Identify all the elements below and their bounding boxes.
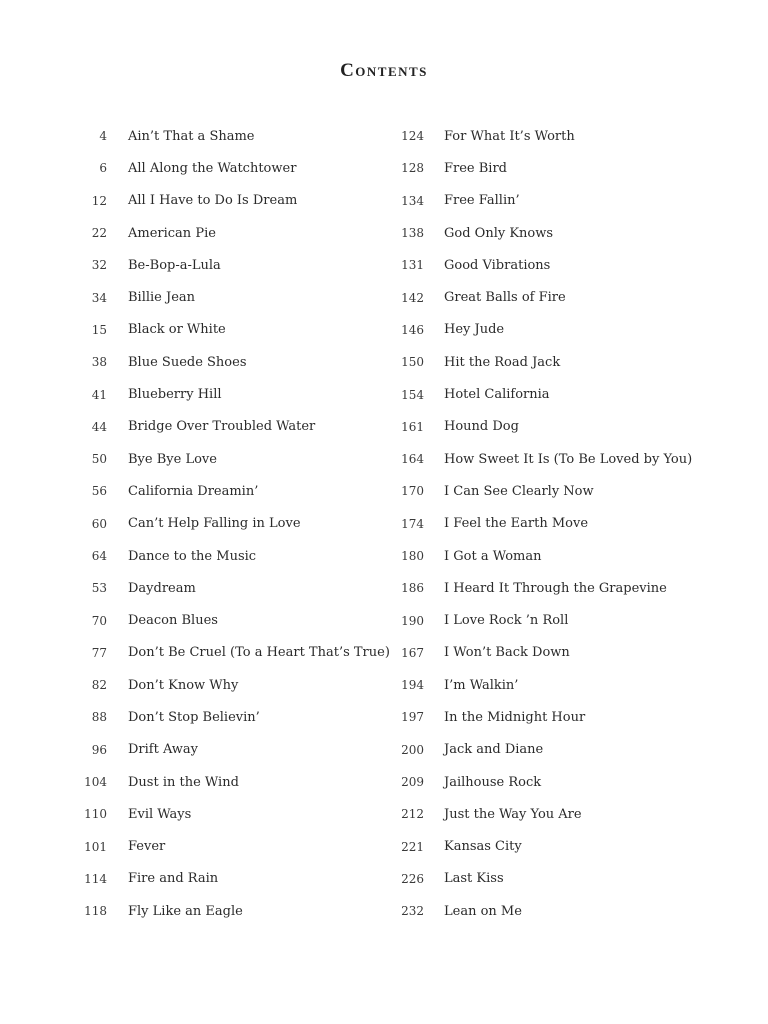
entry-song-title: Hound Dog bbox=[444, 419, 519, 435]
contents-entry bbox=[0, 346, 384, 378]
contents-entry bbox=[0, 831, 384, 863]
contents-entry bbox=[384, 604, 768, 636]
entry-page-number: 170 bbox=[401, 484, 424, 499]
contents-entry bbox=[384, 314, 768, 346]
entry-song-title: All I Have to Do Is Dream bbox=[128, 193, 298, 209]
entry-song-title: Bye Bye Love bbox=[128, 451, 217, 467]
entry-song-title: Just the Way You Are bbox=[444, 806, 582, 822]
contents-entry bbox=[0, 443, 384, 475]
entry-song-title: I’m Walkin’ bbox=[444, 677, 519, 693]
contents-entry bbox=[384, 895, 768, 927]
contents-entry bbox=[384, 152, 768, 184]
contents-entry bbox=[384, 346, 768, 378]
entry-page-number: 154 bbox=[401, 387, 424, 402]
entry-page-number: 200 bbox=[401, 742, 424, 757]
entry-song-title: All Along the Watchtower bbox=[128, 160, 297, 176]
contents-column-left bbox=[0, 120, 390, 927]
entry-page-number: 131 bbox=[401, 258, 424, 273]
page-title: Contents bbox=[340, 60, 428, 81]
entry-song-title: Be-Bop-a-Lula bbox=[128, 257, 221, 273]
contents-entry bbox=[0, 734, 384, 766]
entry-song-title: Free Bird bbox=[444, 160, 508, 176]
entry-song-title: In the Midnight Hour bbox=[444, 709, 586, 725]
contents-entry bbox=[0, 314, 384, 346]
entry-song-title: Kansas City bbox=[444, 839, 522, 855]
entry-song-title: I Feel the Earth Move bbox=[444, 516, 589, 532]
entry-page-number: 82 bbox=[91, 678, 107, 693]
contents-entry bbox=[0, 411, 384, 443]
contents-entry bbox=[0, 572, 384, 604]
contents-entry bbox=[384, 378, 768, 410]
entry-song-title: Blueberry Hill bbox=[128, 387, 222, 403]
entry-page-number: 167 bbox=[401, 645, 424, 660]
contents-entry bbox=[0, 281, 384, 313]
entry-page-number: 209 bbox=[401, 775, 424, 790]
contents-entry bbox=[384, 120, 768, 152]
entry-song-title: Hotel California bbox=[444, 387, 550, 403]
entry-page-number: 41 bbox=[91, 387, 107, 402]
entry-song-title: Evil Ways bbox=[128, 806, 192, 822]
entry-song-title: Hit the Road Jack bbox=[444, 354, 561, 370]
entry-page-number: 128 bbox=[401, 161, 424, 176]
entry-page-number: 50 bbox=[91, 452, 107, 467]
contents-entry bbox=[384, 669, 768, 701]
contents-entry bbox=[0, 895, 384, 927]
entry-song-title: Free Fallin’ bbox=[444, 193, 520, 209]
contents-entry bbox=[384, 411, 768, 443]
entry-page-number: 104 bbox=[84, 775, 107, 790]
entry-page-number: 118 bbox=[84, 904, 107, 919]
contents-column-right bbox=[384, 120, 768, 927]
entry-page-number: 114 bbox=[84, 871, 107, 886]
entry-page-number: 101 bbox=[84, 839, 107, 854]
contents-entry bbox=[384, 281, 768, 313]
entry-page-number: 34 bbox=[91, 290, 107, 305]
entry-page-number: 150 bbox=[401, 355, 424, 370]
entry-song-title: Fever bbox=[128, 839, 166, 855]
entry-page-number: 194 bbox=[401, 678, 424, 693]
contents-entry bbox=[384, 443, 768, 475]
entry-song-title: Jailhouse Rock bbox=[444, 774, 542, 790]
contents-entry bbox=[0, 120, 384, 152]
entry-song-title: Bridge Over Troubled Water bbox=[128, 419, 316, 435]
entry-page-number: 146 bbox=[401, 322, 424, 337]
contents-entry bbox=[384, 734, 768, 766]
entry-page-number: 4 bbox=[99, 129, 107, 144]
entry-song-title: Deacon Blues bbox=[128, 613, 218, 629]
entry-page-number: 12 bbox=[91, 193, 107, 208]
entry-song-title: Black or White bbox=[128, 322, 226, 338]
entry-song-title: Daydream bbox=[128, 580, 196, 596]
contents-entry bbox=[384, 701, 768, 733]
entry-page-number: 32 bbox=[91, 258, 107, 273]
entry-song-title: Good Vibrations bbox=[444, 257, 551, 273]
entry-page-number: 77 bbox=[91, 645, 107, 660]
entry-page-number: 53 bbox=[91, 581, 107, 596]
entry-page-number: 174 bbox=[401, 516, 424, 531]
entry-song-title: American Pie bbox=[128, 225, 216, 241]
entry-page-number: 6 bbox=[99, 161, 107, 176]
entry-page-number: 22 bbox=[91, 226, 107, 241]
entry-page-number: 64 bbox=[91, 549, 107, 563]
contents-entry bbox=[0, 798, 384, 830]
contents-entry bbox=[0, 863, 384, 895]
contents-entry bbox=[0, 152, 384, 184]
entry-song-title: Blue Suede Shoes bbox=[128, 354, 247, 370]
entry-song-title: Dust in the Wind bbox=[128, 774, 239, 790]
entry-page-number: 88 bbox=[91, 710, 107, 725]
entry-song-title: I Can See Clearly Now bbox=[444, 483, 594, 499]
entry-song-title: Don’t Stop Believin’ bbox=[128, 709, 260, 725]
contents-entry bbox=[384, 766, 768, 798]
entry-song-title: Hey Jude bbox=[444, 322, 505, 338]
contents-entry bbox=[0, 475, 384, 507]
entry-song-title: Can’t Help Falling in Love bbox=[128, 516, 301, 532]
entry-song-title: I Won’t Back Down bbox=[444, 645, 570, 661]
contents-entry bbox=[0, 508, 384, 540]
contents-entry bbox=[0, 637, 390, 669]
entry-page-number: 110 bbox=[84, 807, 107, 822]
entry-song-title: I Love Rock ’n Roll bbox=[444, 613, 569, 629]
entry-song-title: California Dreamin’ bbox=[128, 483, 259, 499]
entry-page-number: 15 bbox=[91, 322, 107, 337]
contents-entry bbox=[384, 249, 768, 281]
entry-page-number: 96 bbox=[91, 742, 107, 757]
contents-entry bbox=[0, 540, 384, 572]
contents-entry bbox=[384, 185, 768, 217]
entry-page-number: 164 bbox=[401, 452, 424, 467]
entry-page-number: 134 bbox=[401, 193, 424, 208]
entry-page-number: 142 bbox=[401, 290, 424, 305]
contents-entry bbox=[0, 185, 384, 217]
contents-entry bbox=[0, 701, 384, 733]
entry-song-title: Jack and Diane bbox=[444, 742, 544, 758]
entry-song-title: Don’t Be Cruel (To a Heart That’s True) bbox=[128, 645, 390, 661]
entry-song-title: Don’t Know Why bbox=[128, 677, 239, 693]
entry-page-number: 56 bbox=[91, 484, 107, 499]
entry-page-number: 70 bbox=[91, 613, 107, 628]
entry-page-number: 186 bbox=[401, 581, 424, 596]
contents-entry bbox=[0, 217, 384, 249]
entry-page-number: 38 bbox=[91, 355, 107, 370]
contents-entry bbox=[384, 572, 768, 604]
contents-entry bbox=[384, 508, 768, 540]
entry-song-title: Great Balls of Fire bbox=[444, 290, 566, 306]
entry-song-title: I Heard It Through the Grapevine bbox=[444, 580, 667, 596]
entry-song-title: Fire and Rain bbox=[128, 871, 219, 887]
contents-entry bbox=[0, 378, 384, 410]
entry-song-title: Last Kiss bbox=[444, 871, 504, 887]
contents-entry bbox=[384, 831, 768, 863]
entry-page-number: 44 bbox=[91, 419, 107, 434]
contents-entry bbox=[384, 637, 768, 669]
entry-page-number: 212 bbox=[401, 807, 424, 822]
contents-entry bbox=[384, 863, 768, 895]
entry-song-title: God Only Knows bbox=[444, 225, 554, 241]
contents-entry bbox=[0, 249, 384, 281]
contents-entry bbox=[0, 766, 384, 798]
entry-page-number: 226 bbox=[401, 871, 424, 886]
entry-song-title: How Sweet It Is (To Be Loved by You) bbox=[444, 451, 693, 467]
entry-page-number: 180 bbox=[401, 549, 424, 563]
entry-page-number: 161 bbox=[401, 419, 424, 434]
entry-page-number: 60 bbox=[91, 516, 107, 531]
entry-page-number: 124 bbox=[401, 129, 424, 144]
contents-entry bbox=[0, 669, 384, 701]
entry-song-title: Billie Jean bbox=[128, 290, 196, 306]
contents-entry bbox=[384, 540, 768, 572]
entry-page-number: 221 bbox=[401, 839, 424, 854]
entry-song-title: Dance to the Music bbox=[128, 548, 257, 564]
contents-entry bbox=[0, 604, 384, 636]
entry-song-title: Drift Away bbox=[128, 742, 198, 758]
entry-song-title: Lean on Me bbox=[444, 903, 522, 919]
entry-song-title: For What It’s Worth bbox=[444, 128, 575, 144]
entry-page-number: 232 bbox=[401, 904, 424, 919]
entry-page-number: 138 bbox=[401, 226, 424, 241]
entry-song-title: I Got a Woman bbox=[444, 548, 542, 564]
contents-entry bbox=[384, 475, 768, 507]
contents-entry bbox=[384, 217, 768, 249]
contents-entry bbox=[384, 798, 768, 830]
entry-song-title: Ain’t That a Shame bbox=[128, 128, 255, 144]
entry-song-title: Fly Like an Eagle bbox=[128, 903, 243, 919]
entry-page-number: 197 bbox=[401, 710, 424, 725]
entry-page-number: 190 bbox=[401, 613, 424, 628]
